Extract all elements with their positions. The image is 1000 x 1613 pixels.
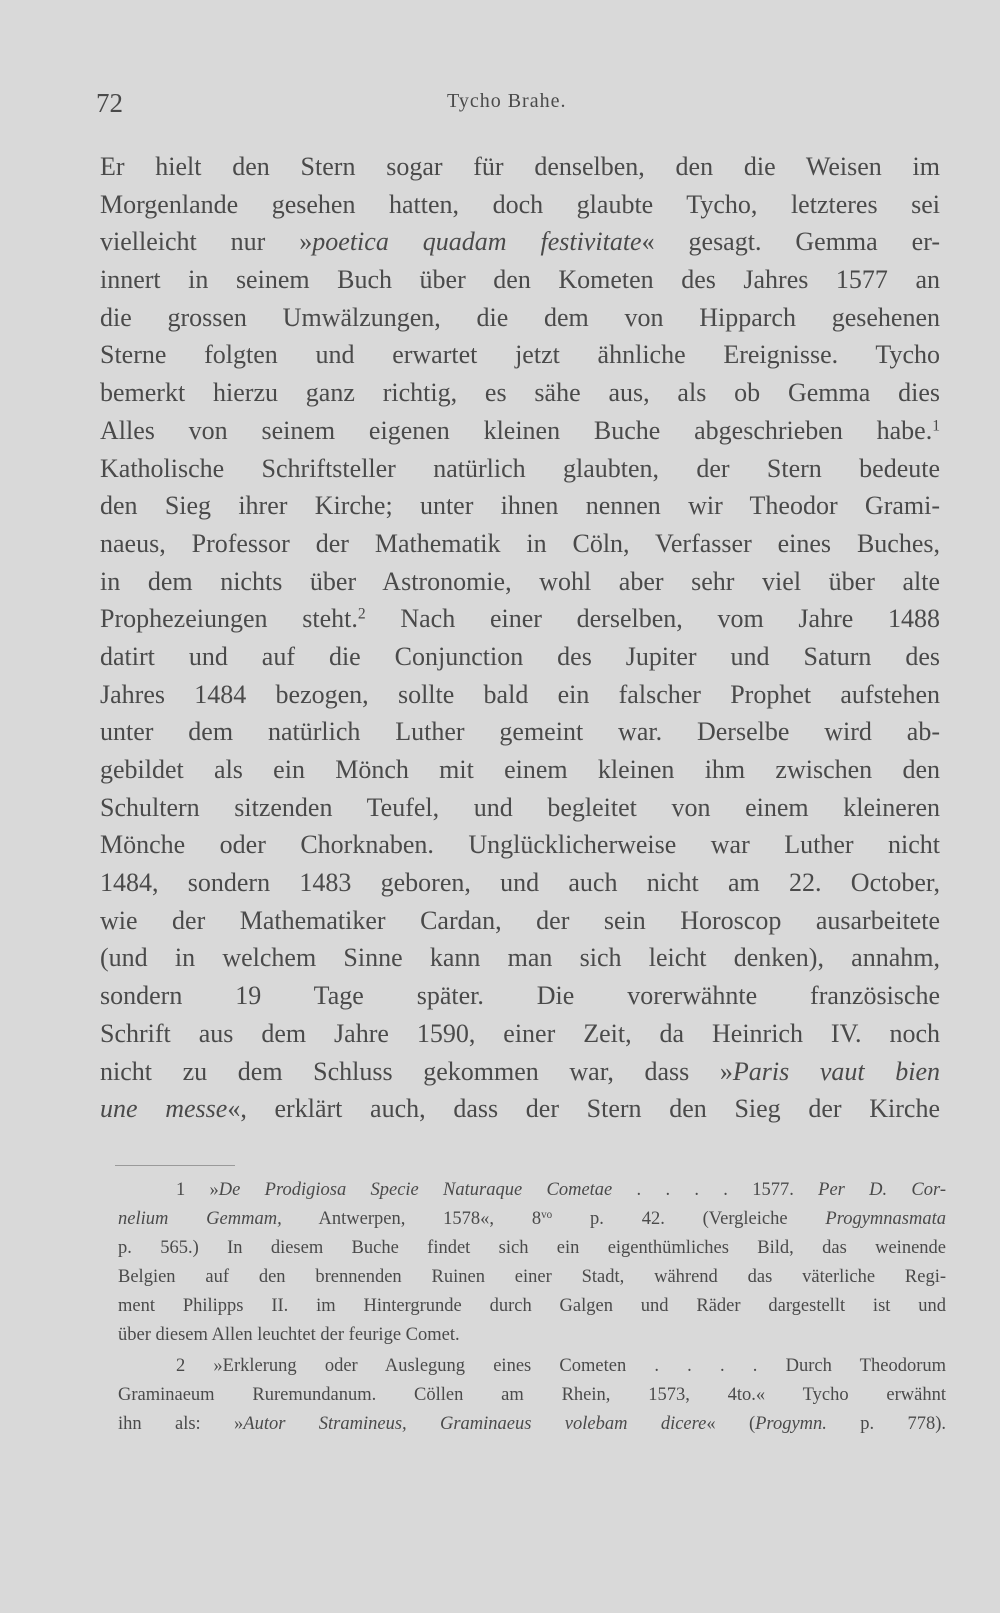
text-line: Schultern sitzenden Teufel, und begleitet von einem kleineren — [100, 792, 940, 822]
footnote-divider — [115, 1165, 235, 1166]
footnote-2-line: Graminaeum Ruremundanum. Cöllen am Rhein, 1573, 4to.« Tycho erwähnt — [118, 1385, 946, 1405]
footnote-2-line: ihn als: »Autor Stramineus, Graminaeus volebam dicere« (Progymn. p. 778). — [118, 1414, 946, 1434]
footnote-1-line: Belgien auf den brennenden Ruinen einer Stadt, während das väterliche Regi- — [118, 1267, 946, 1287]
text-line: Jahres 1484 bezogen, sollte bald ein falscher Prophet aufstehen — [100, 679, 940, 709]
latin-quote: poetica quadam festivitate — [312, 227, 642, 257]
text-line: une messe«, erklärt auch, dass der Stern den Sieg der Kirche — [100, 1094, 940, 1124]
footnote-number: 1 — [176, 1180, 186, 1200]
text-line: Prophezeiungen steht.$^2$ Nach einer derselben, vom Jahre 1488 — [100, 604, 940, 634]
footnote-ref: 2 — [357, 605, 366, 623]
footnote-number: 2 — [176, 1356, 186, 1376]
footnote-1-line: nelium Gemmam, Antwerpen, 1578«, $8^{vo}$ p. 42. (Vergleiche Progymnasmata — [118, 1208, 946, 1229]
footnotes — [118, 1176, 946, 1439]
footnote-1-line: über diesem Allen leuchtet der feurige Comet. — [118, 1325, 460, 1345]
main-text — [100, 148, 940, 1128]
text-line: die grossen Umwälzungen, die dem von Hipparch gesehenen — [100, 302, 940, 332]
text-line: Sterne folgten und erwartet jetzt ähnliche Ereignisse. Tycho — [100, 340, 940, 370]
running-head: Tycho Brahe. — [447, 90, 567, 112]
footnote-1-line: 1 »De Prodigiosa Specie Naturaque Cometae . . . . 1577. Per D. Cor- — [176, 1180, 947, 1200]
text-line: Schrift aus dem Jahre 1590, einer Zeit, da Heinrich IV. noch — [100, 1018, 940, 1048]
text-line: nicht zu dem Schluss gekommen war, dass »Paris vaut bien — [100, 1056, 940, 1086]
footnote-1-line: p. 565.) In diesem Buche findet sich ein eigenthümliches Bild, das weinende — [118, 1238, 946, 1258]
french-quote: Paris vaut bien — [732, 1056, 940, 1086]
page-number: 72 — [96, 88, 123, 118]
text-line: Er hielt den Stern sogar für denselben, den die Weisen im — [100, 152, 940, 181]
text-line: sondern 19 Tage später. Die vorerwähnte französische — [100, 981, 940, 1011]
text-line: Mönche oder Chorknaben. Unglücklicherweise war Luther nicht — [100, 830, 940, 860]
text-line: wie der Mathematiker Cardan, der sein Horoscop ausarbeitete — [100, 905, 940, 935]
text-line: Katholische Schriftsteller natürlich glaubten, der Stern bedeute — [100, 453, 940, 483]
footnote-2-line: 2 »Erklerung oder Auslegung eines Cometen . . . . Durch Theodorum — [176, 1356, 946, 1376]
french-quote: une messe — [100, 1094, 228, 1124]
text-line: bemerkt hierzu ganz richtig, es sähe aus, als ob Gemma dies — [100, 378, 940, 408]
footnote-1-line: ment Philipps II. im Hintergrunde durch Galgen und Räder dargestellt ist und — [118, 1296, 946, 1316]
text-line: den Sieg ihrer Kirche; unter ihnen nennen wir Theodor Grami- — [100, 491, 940, 521]
text-line: (und in welchem Sinne kann man sich leicht denken), annahm, — [100, 943, 940, 973]
text-line: vielleicht nur »poetica quadam festivitate« gesagt. Gemma er- — [100, 227, 940, 257]
text-line: Alles von seinem eigenen kleinen Buche abgeschrieben habe.$^1$ — [100, 415, 940, 445]
text-line: in dem nichts über Astronomie, wohl aber sehr viel über alte — [100, 566, 940, 596]
text-line: 1484, sondern 1483 geboren, und auch nicht am 22. October, — [100, 868, 940, 898]
text-line: innert in seinem Buch über den Kometen des Jahres 1577 an — [100, 265, 940, 295]
text-line: naeus, Professor der Mathematik in Cöln, Verfasser eines Buches, — [100, 528, 940, 558]
footnote-ref: 1 — [932, 417, 940, 435]
text-line: datirt und auf die Conjunction des Jupiter und Saturn des — [100, 641, 940, 671]
text-line: gebildet als ein Mönch mit einem kleinen ihm zwischen den — [100, 755, 940, 784]
text-line: unter dem natürlich Luther gemeint war. Derselbe wird ab- — [100, 717, 940, 747]
text-line: Morgenlande gesehen hatten, doch glaubte Tycho, letzteres sei — [100, 189, 940, 219]
page-header — [96, 88, 936, 128]
